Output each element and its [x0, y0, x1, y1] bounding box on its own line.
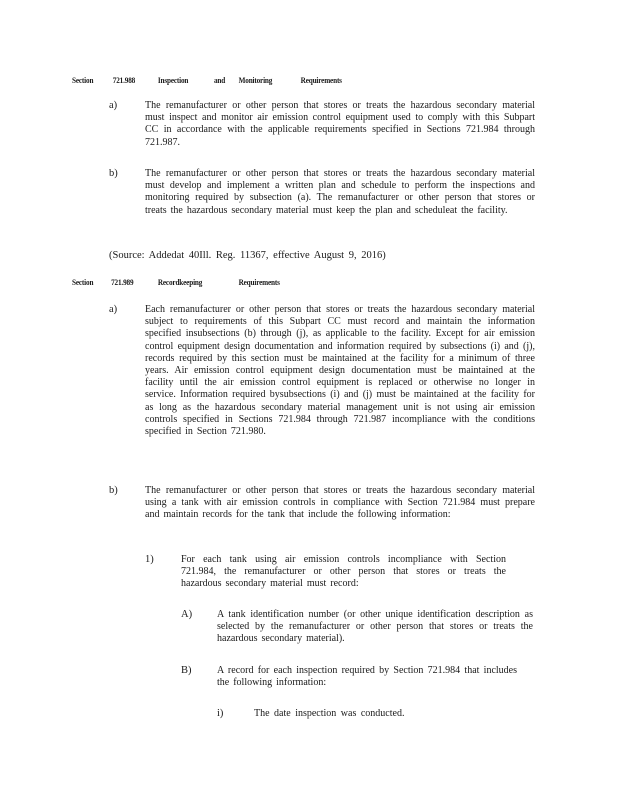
subparagraph-label: B)	[181, 665, 192, 676]
subsection-label: a)	[109, 100, 118, 111]
source-note: (Source: Addedat 40Ill. Reg. 11367, effective August 9, 2016)	[109, 250, 386, 261]
section-heading-721-988	[72, 75, 361, 87]
section-title-word: Monitoring	[238, 75, 273, 85]
subdivision-label: i)	[217, 708, 224, 719]
section-word: Section	[72, 277, 94, 287]
subsection-label: b)	[109, 168, 118, 179]
section-number: 721.989	[111, 277, 134, 287]
section-heading-721-989	[72, 277, 293, 289]
paragraph-label: 1)	[145, 554, 154, 565]
subsection-text: Each remanufacturer or other person that stores or treats the hazardous secondary material subject to requirements of this Subpart CC must record and maintain the information specified insubsections (b) through (j), as applicable to the facility. Except for air emission control equipment design documentation and information required by subsections (i) and (j), records required by this section must be maintained at the facility for a minimum of three years. Air emission control equipment design documentation must be maintained at the facility until the air emission control equipment is replaced or otherwise no longer in service. Information required bysubsections (i) and (j) must be maintained at the facility for as long as the hazardous secondary material management unit is not using air emission controls specified in Sections 721.984 through 721.987 incompliance with the conditions specified in Section 721.980.	[145, 304, 535, 438]
subparagraph-label: A)	[181, 609, 193, 620]
subparagraph-text: A tank identification number (or other unique identification description as selected by the remanufacturer or other person that stores or treats the hazardous secondary material).	[217, 609, 533, 645]
section-word: Section	[72, 75, 94, 85]
subsection-text: The remanufacturer or other person that stores or treats the hazardous secondary material must develop and implement a written plan and schedule to perform the inspections and monitoring required by subsection (a). The remanufacturer or other person that stores or treats the hazardous secondary material must keep the plan and scheduleat the facility.	[145, 168, 535, 216]
section-number: 721.988	[112, 75, 136, 85]
section-title-word: Recordkeeping	[157, 277, 203, 287]
subsection-label: a)	[109, 304, 118, 315]
section-title-word: Inspection	[157, 75, 189, 85]
subparagraph-text: A record for each inspection required by Section 721.984 that includes the following information:	[217, 665, 517, 689]
section-title-word: Requirements	[238, 277, 280, 287]
section-title-word: Requirements	[300, 75, 342, 85]
subsection-text: The remanufacturer or other person that stores or treats the hazardous secondary material using a tank with air emission controls in compliance with Section 721.984 must prepare and maintain records for the tank that include the following information:	[145, 485, 535, 521]
subsection-label: b)	[109, 485, 118, 496]
subdivision-text: The date inspection was conducted.	[254, 708, 405, 719]
section-title-word: and	[213, 75, 226, 85]
paragraph-text: For each tank using air emission controls incompliance with Section 721.984, the remanufacturer or other person that stores or treats the hazardous secondary material must record:	[181, 554, 506, 590]
subsection-text: The remanufacturer or other person that stores or treats the hazardous secondary material must inspect and monitor air emission control equipment used to comply with this Subpart CC in accordance with the applicable requirements specified in Sections 721.984 through 721.987.	[145, 100, 535, 148]
